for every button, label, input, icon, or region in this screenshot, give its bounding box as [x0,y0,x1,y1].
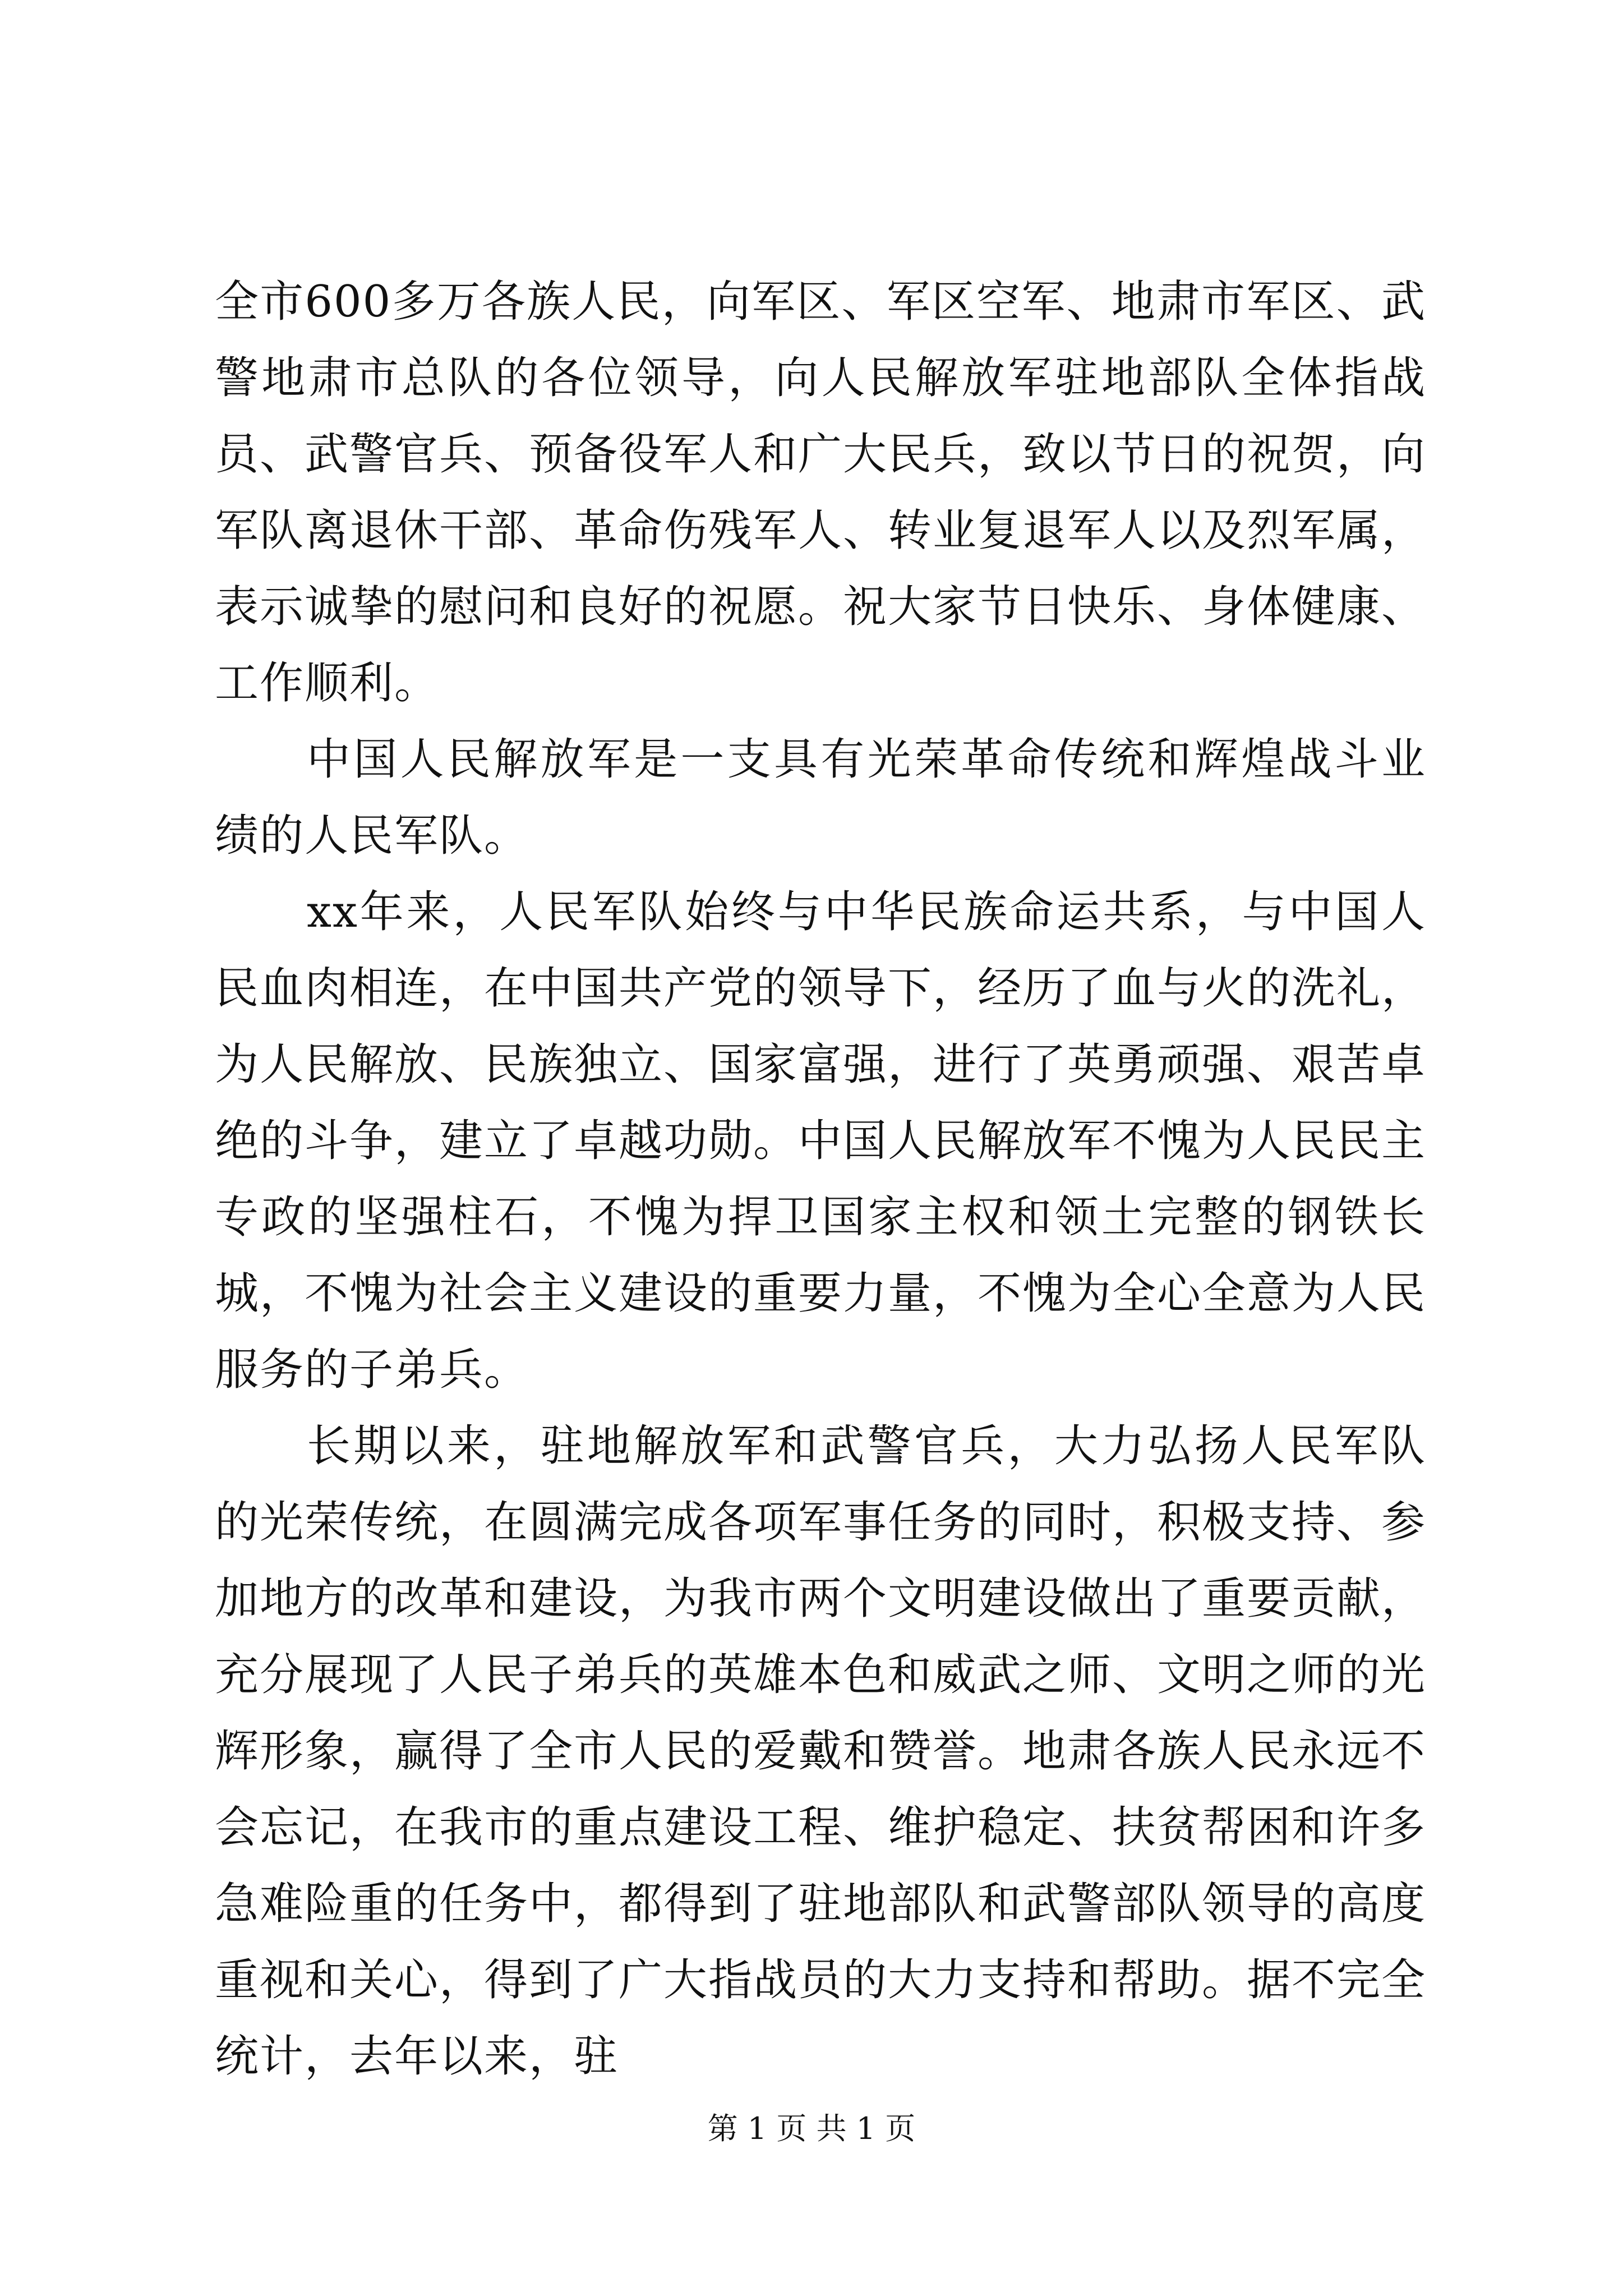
paragraph-1: 全市600多万各族人民，向军区、军区空军、地肃市军区、武警地肃市总队的各位领导，向人民解放军驻地部队全体指战员、武警官兵、预备役军人和广大民兵，致以节日的祝贺，向军队离退休干部、革命伤残军人、转业复退军人以及烈军属，表示诚挚的慰问和良好的祝愿。祝大家节日快乐、身体健康、工作顺利。 [215,277,1427,708]
paragraph-2: 中国人民解放军是一支具有光荣革命传统和辉煌战斗业绩的人民军队。 [215,734,1426,861]
paragraph-3: xx年来，人民军队始终与中华民族命运共系，与中国人民血肉相连，在中国共产党的领导下，经历了血与火的洗礼，为人民解放、民族独立、国家富强，进行了英勇顽强、艰苦卓绝的斗争，建立了卓越功勋。中国人民解放军不愧为人民民主专政的坚强柱石，不愧为捍卫国家主权和领土完整的钢铁长城，不愧为社会主义建设的重要力量，不愧为全心全意为人民服务的子弟兵。 [215,887,1427,1395]
document-body [215,264,1426,2095]
paragraph-4: 长期以来，驻地解放军和武警官兵，大力弘扬人民军队的光荣传统，在圆满完成各项军事任务的同时，积极支持、参加地方的改革和建设，为我市两个文明建设做出了重要贡献，充分展现了人民子弟兵的英雄本色和威武之师、文明之师的光辉形象，赢得了全市人民的爱戴和赞誉。地肃各族人民永远不会忘记，在我市的重点建设工程、维护稳定、扶贫帮困和许多急难险重的任务中，都得到了驻地部队和武警部队领导的高度重视和关心，得到了广大指战员的大力支持和帮助。据不完全统计，去年以来，驻 [215,1421,1427,2082]
page-footer: 第 1 页 共 1 页 [707,2111,916,2146]
